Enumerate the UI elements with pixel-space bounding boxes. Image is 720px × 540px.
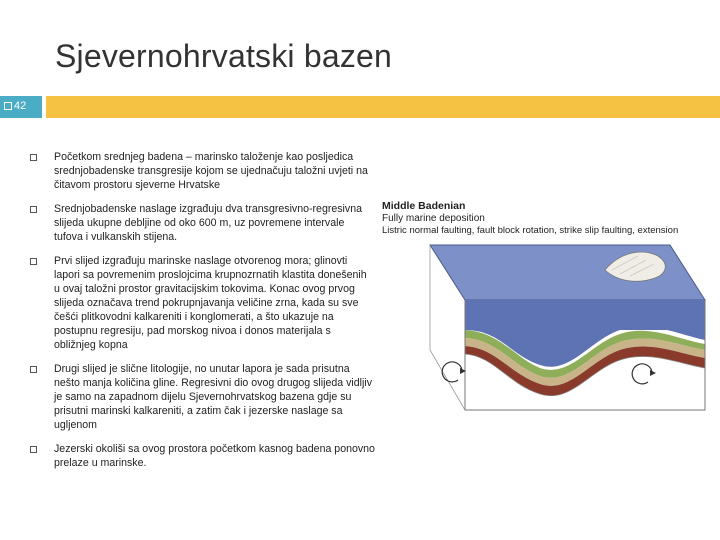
figure-title: Middle Badenian	[382, 200, 466, 212]
slide-number: 42	[4, 100, 26, 112]
list-item: Drugi slijed je slične litologije, no unutar lapora je sada prisutna nešto manja količina gline. Regresivni dio ovog drugog slijeda vidljiv je samo na zapadnom dijelu Sjevernohrvatskog bazena gdje su prisutni marinski kalkareniti, a zatim čak i jezerske naslage sa ugljenom	[30, 362, 375, 432]
list-item: Prvi slijed izgrađuju marinske naslage otvorenog mora; glinovti lapori sa povremenim proslojcima krupnozrnatih klastita donešenih u ovaj taložni prostor gravitacijskim tokovima. Konac ovog prvog slijeda označava trend pokrupnjavanja veličine zrna, kada su sve češći plitkovodni kalkareniti i konglomerati, a što ukazuje na postupnu regresiju, pad morskog nivoa i donos materijala s obližnjeg kopna	[30, 254, 375, 352]
figure-caption: Listric normal faulting, fault block rotation, strike slip faulting, extension	[382, 225, 679, 236]
square-bullet-icon	[30, 446, 37, 453]
list-item: Jezerski okoliši sa ovog prostora početkom kasnog badena ponovno prelaze u marinske.	[30, 442, 375, 470]
slide-number-bar	[0, 96, 42, 118]
figure-subtitle: Fully marine deposition	[382, 213, 485, 224]
square-bullet-icon	[30, 366, 37, 373]
square-bullet-icon	[30, 258, 37, 265]
list-item: Početkom srednjeg badena – marinsko taloženje kao posljedica srednjobadenske transgresije kojom se ujednačuju taložni uvjeti na čitavom prostoru sjeverne Hrvatske	[30, 150, 375, 192]
accent-bar	[46, 96, 720, 118]
list-item: Srednjobadenske naslage izgrađuju dva transgresivno-regresivna slijeda ukupne debljine od oko 600 m, uz povremene intervale tufova i vulkanskih stijena.	[30, 202, 375, 244]
square-bullet-icon	[30, 154, 37, 161]
bullet-list	[30, 150, 375, 470]
geology-block-diagram	[380, 190, 710, 418]
slide-title: Sjevernohrvatski bazen	[55, 38, 393, 74]
square-bullet-icon	[30, 206, 37, 213]
square-bullet-icon	[4, 102, 12, 110]
